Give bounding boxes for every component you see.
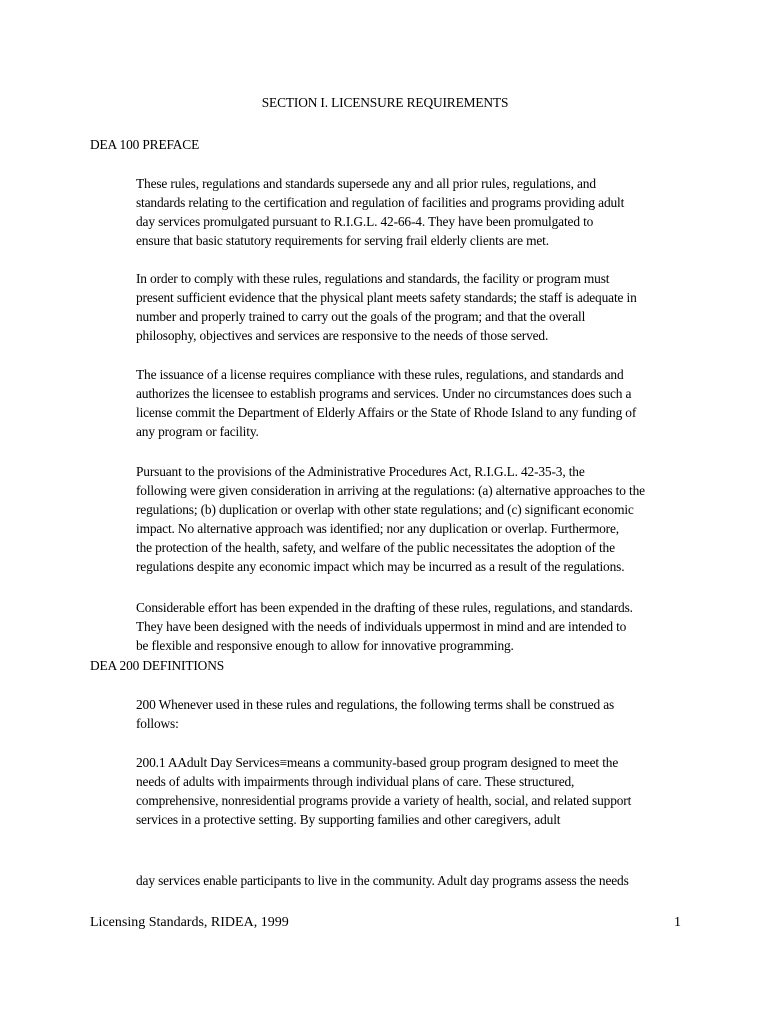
page-number: 1 <box>674 915 681 930</box>
text-line: authorizes the licensee to establish programs and services. Under no circumstances does such a <box>136 386 632 401</box>
footer-text: Licensing Standards, RIDEA, 1999 <box>90 915 289 930</box>
text-line: following were given consideration in arriving at the regulations: (a) alternative approaches to the <box>136 483 645 498</box>
preface-paragraph-1 <box>136 174 681 250</box>
preface-heading: DEA 100 PREFACE <box>90 137 200 152</box>
text-line: follows: <box>136 716 179 731</box>
definitions-paragraph-2 <box>136 753 681 829</box>
text-line: standards relating to the certification and regulation of facilities and programs providing adult <box>136 195 625 210</box>
preface-paragraph-2 <box>136 269 681 345</box>
text-line: comprehensive, nonresidential programs provide a variety of health, social, and related support <box>136 793 632 808</box>
text-line: philosophy, objectives and services are responsive to the needs of those served. <box>136 328 549 343</box>
text-line: Pursuant to the provisions of the Administrative Procedures Act, R.I.G.L. 42-35-3, the <box>136 464 585 479</box>
text-line: needs of adults with impairments through individual plans of care. These structured, <box>136 774 575 789</box>
text-line: 200 Whenever used in these rules and regulations, the following terms shall be construed as <box>136 697 615 712</box>
text-line: services in a protective setting. By supporting families and other caregivers, adult <box>136 812 561 827</box>
text-line: license commit the Department of Elderly Affairs or the State of Rhode Island to any funding of <box>136 405 637 420</box>
text-line: The issuance of a license requires compliance with these rules, regulations, and standards and <box>136 367 624 382</box>
section-title: SECTION I. LICENSURE REQUIREMENTS <box>261 95 509 110</box>
text-line: regulations despite any economic impact which may be incurred as a result of the regulations. <box>136 559 625 574</box>
text-line: 200.1 AAdult Day Services≡means a community-based group program designed to meet the <box>136 755 619 770</box>
text-line: They have been designed with the needs of individuals uppermost in mind and are intended to <box>136 619 627 634</box>
text-line: day services promulgated pursuant to R.I.G.L. 42-66-4. They have been promulgated to <box>136 214 594 229</box>
text-line: In order to comply with these rules, regulations and standards, the facility or program must <box>136 271 610 286</box>
text-line: any program or facility. <box>136 424 259 439</box>
preface-paragraph-3 <box>136 365 681 441</box>
definitions-heading: DEA 200 DEFINITIONS <box>90 658 225 673</box>
text-line: be flexible and responsive enough to allow for innovative programming. <box>136 638 514 653</box>
text-line: regulations; (b) duplication or overlap with other state regulations; and (c) significant economic <box>136 502 634 517</box>
text-line: number and properly trained to carry out the goals of the program; and that the overall <box>136 309 586 324</box>
definitions-paragraph-3 <box>136 871 681 890</box>
text-line: ensure that basic statutory requirements for serving frail elderly clients are met. <box>136 233 549 248</box>
text-line: day services enable participants to live in the community. Adult day programs assess the needs <box>136 873 629 888</box>
text-line: the protection of the health, safety, and welfare of the public necessitates the adoption of the <box>136 540 615 555</box>
text-line: Considerable effort has been expended in the drafting of these rules, regulations, and standards. <box>136 600 633 615</box>
preface-paragraph-4 <box>136 462 681 576</box>
text-line: impact. No alternative approach was identified; nor any duplication or overlap. Furthermore, <box>136 521 619 536</box>
text-line: present sufficient evidence that the physical plant meets safety standards; the staff is adequate in <box>136 290 637 305</box>
definitions-paragraph-1 <box>136 695 681 733</box>
text-line: These rules, regulations and standards supersede any and all prior rules, regulations, and <box>136 176 596 191</box>
preface-paragraph-5 <box>136 598 681 655</box>
